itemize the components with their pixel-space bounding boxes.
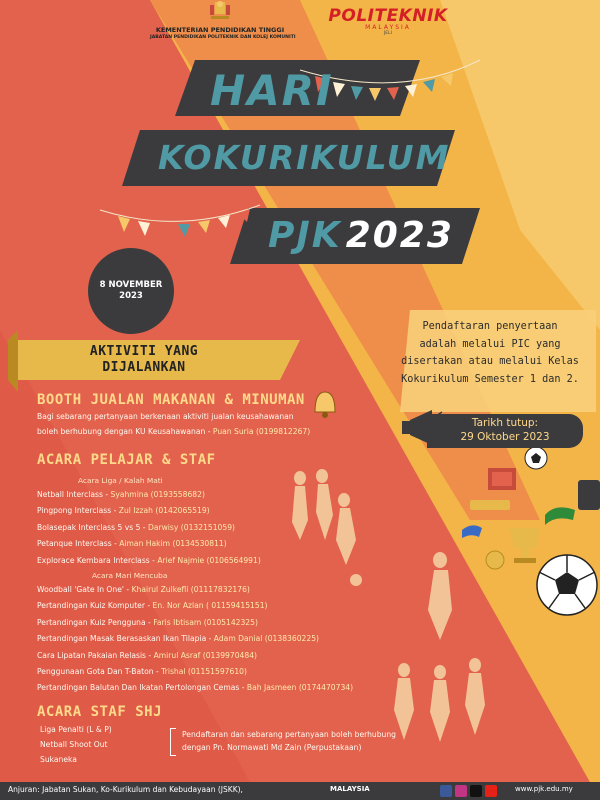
event-contact: Adam Danial (0138360225) [213,634,319,644]
list-item [37,553,261,569]
event-name: Woodball 'Gate In One' - [37,585,132,594]
event-name: Penggunaan Gota Dan T-Baton - [37,667,162,677]
event-name: Explorace Kembara Interclass - [37,555,158,565]
event-contact: En. Nor Azlan ( 01159415151) [152,601,268,611]
facebook-icon[interactable] [440,785,452,797]
liga-subheading: Acara Liga / Kalah Mati [78,476,163,485]
date-year: 2023 [119,291,143,301]
activities-heading-line2: DIJALANKAN [102,360,186,375]
title-line3 [268,215,454,256]
website-link[interactable]: www.pjk.edu.my [515,785,573,793]
staf-event-list [40,722,112,767]
organizer-text: Anjuran: Jabatan Sukan, Ko-Kurikulum dan Kebudayaan (JSKK), [8,785,243,794]
list-item [37,503,261,519]
liga-event-list [37,487,261,569]
booth-desc-line2 [37,425,310,440]
crest-icon [207,0,233,20]
title-line1: HARI [210,66,334,115]
list-item [37,648,353,664]
registration-line4: Kokurikulum Semester 1 dan 2. [401,373,579,385]
politeknik-country: MALAYSIA [365,24,411,31]
event-contact: Faris Ibtisam (0105142325) [153,617,258,627]
deadline-label: Tarikh tutup: [471,417,539,429]
list-item: Sukaneka [40,755,77,764]
department-name: JABATAN PENDIDIKAN POLITEKNIK DAN KOLEJ KOMUNITI [150,35,296,40]
event-name: Pingpong Interclass - [37,506,119,516]
activities-heading-line1: AKTIVITI YANG [89,344,199,359]
event-name: Pertandingan Balutan Dan Ikatan Pertolongan Cemas - [37,683,247,693]
list-item [37,615,353,631]
event-name: Pertandingan Kuiz Komputer - [37,601,153,611]
activities-heading [58,344,230,376]
instagram-icon[interactable] [455,785,467,797]
staf-section-title: ACARA STAF SHJ [37,704,163,720]
event-name: Petanque Interclass - [37,539,120,549]
staf-note-line1: Pendaftaran dan sebarang pertanyaan boleh berhubung [182,730,396,739]
booth-contact: Puan Suria (0199812267) [212,426,311,436]
booth-description [37,410,310,439]
registration-info [392,318,588,388]
list-item [37,664,353,680]
politeknik-campus: JELI [383,31,392,36]
registration-line3: disertakan atau melalui Kelas [401,356,579,367]
booth-desc-text: boleh berhubung dengan KU Keusahawanan - [37,426,213,436]
event-name: Cara Lipatan Pakaian Relasis - [37,650,154,660]
event-contact: Aiman Hakim (0134530811) [119,539,227,549]
date-badge [88,248,174,334]
list-item [37,631,353,647]
event-name: Pertandingan Kuiz Pengguna - [37,617,154,627]
deadline-badge [427,414,583,448]
ministry-logo [150,0,296,41]
title-line2: KOKURIKULUM [158,138,451,177]
deadline-date: 29 Oktober 2023 [460,431,550,443]
list-item [37,680,353,696]
event-contact: Trishal (01151597610) [161,667,247,677]
bracket-divider [170,728,176,756]
event-contact: Bah Jasmeen (0174470734) [246,683,354,693]
event-name: Pertandingan Masak Berasaskan Ikan Tilapia - [37,634,214,644]
event-contact: Khairul Zulkefli (01117832176) [131,585,250,594]
list-item [37,520,261,536]
pelajar-section-title: ACARA PELAJAR & STAF [37,452,216,468]
list-item [37,536,261,552]
date-day-month: 8 NOVEMBER [99,280,163,290]
booth-desc-line1: Bagi sebarang pertanyaan berkenaan aktiviti jualan keusahawanan [37,412,294,421]
footer [0,782,600,800]
mencuba-event-list [37,582,353,697]
title-pjk: PJK [268,215,342,256]
event-contact: Darwisy (0132151059) [147,522,236,532]
event-contact: Syahmina (0193558682) [110,490,205,499]
list-item [37,582,353,598]
ministry-name: KEMENTERIAN PENDIDIKAN TINGGI [155,26,285,34]
tiktok-icon[interactable] [470,785,482,797]
politeknik-name: POLITEKNIK [328,6,448,26]
registration-line1: Pendaftaran penyertaan [422,321,558,332]
staf-note-line2: dengan Pn. Normawati Md Zain (Perpustakaan) [182,743,362,752]
booth-section-title: BOOTH JUALAN MAKANAN & MINUMAN [37,392,305,408]
staf-note [182,728,396,754]
youtube-icon[interactable] [485,785,497,797]
event-contact: Zul Izzah (0142065519) [118,506,210,516]
mencuba-subheading: Acara Mari Mencuba [92,571,168,580]
list-item: Netball Shoot Out [40,740,108,749]
malaysia-logo: MALAYSIA [330,785,370,793]
list-item [37,487,261,503]
registration-line2: adalah melalui PIC yang [419,338,561,350]
event-contact: Amirul Asraf (0139970484) [153,650,257,660]
event-name: Netball Interclass - [37,490,111,499]
event-contact: Arief Najmie (0106564991) [157,555,261,565]
list-item [37,598,353,614]
social-icons [440,785,497,797]
list-item: Liga Penalti (L & P) [40,725,112,734]
event-name: Bolasepak Interclass 5 vs 5 - [37,522,148,532]
title-year: 2023 [345,215,454,256]
politeknik-logo [318,6,458,36]
